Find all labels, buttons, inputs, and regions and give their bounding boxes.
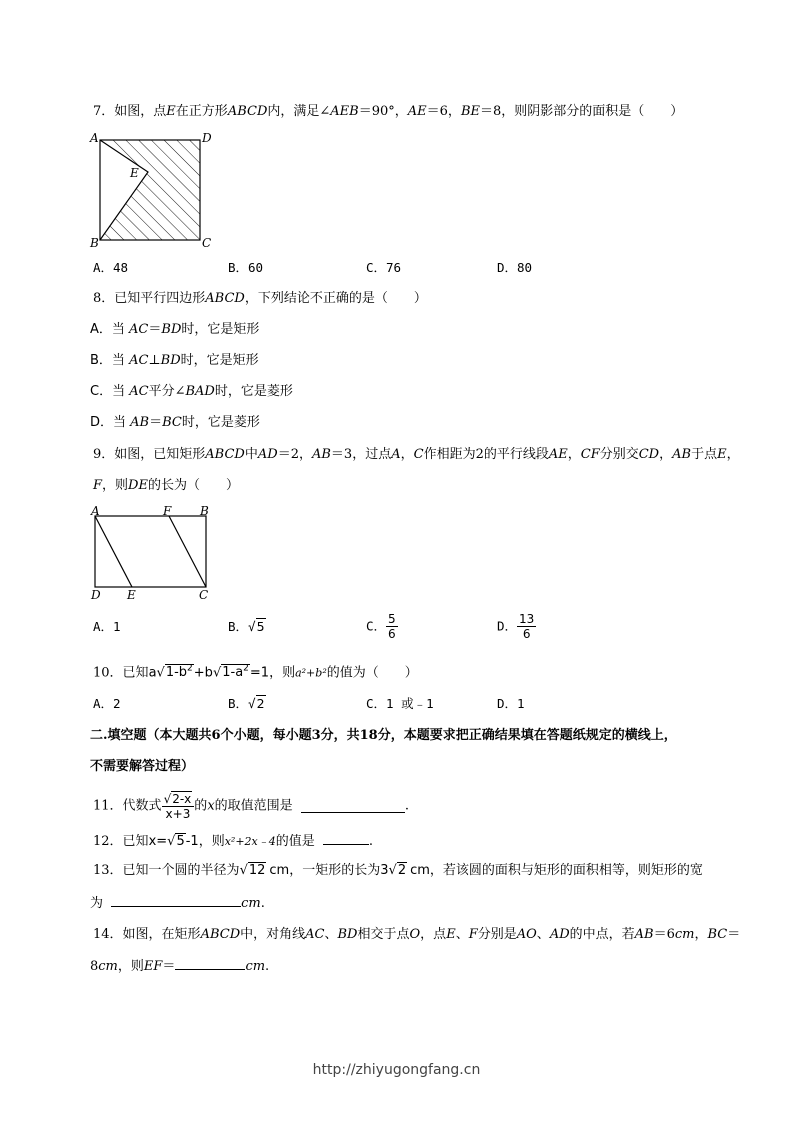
q8-option-a[interactable]: A．当 AC＝BD时，它是矩形 [90,322,260,337]
q12-answer-blank[interactable] [323,832,369,845]
q7-option-b[interactable]: B．60 [228,260,264,275]
section2-heading-line1: 二.填空题（本大题共6个小题，每小题3分，共18分，本题要求把正确结果填在答题纸规定的横线上， [90,728,677,743]
fraction: $\frac{13}{6}$ [519,612,535,641]
q9-option-a[interactable]: A．1 [93,619,121,634]
q9-label-d: D [91,588,101,602]
q7-label-e: E [130,166,139,180]
q10-stem: 10．已知$a√1-b^2+b√1-a^2=1$，则a²+b²的值为（ ） [93,660,418,682]
q9-rectangle [95,516,206,587]
q9-option-b[interactable]: B．√5 [228,619,265,634]
q7-stem: 7．如图，点E在正方形ABCD内，满足∠AEB＝90°，AE＝6，BE＝8，则阴影部分的面积是（ ） [93,104,684,119]
fraction: $\frac{5}{6}$ [388,612,396,641]
q7-option-c[interactable]: C．76 [366,260,402,275]
sqrt-symbol: √12 [239,863,266,878]
section2-heading-line2: 不需要解答过程） [90,759,195,774]
q9-label-b: B [200,504,209,518]
q9-label-e: E [127,588,136,602]
q9-segment-ae [95,516,132,587]
sqrt-symbol: √2 [248,696,265,711]
footer-url[interactable]: http://zhiyugongfang.cn [312,1062,481,1078]
q11-stem: 11．代数式 $\frac{√2-x}{x+3}$ 的x的取值范围是 . [93,792,409,821]
q9-stem-line2: F，则DE的长为（ ） [93,478,239,493]
q8-stem: 8．已知平行四边形ABCD，下列结论不正确的是（ ） [93,291,427,306]
q13-stem-line1: 13．已知一个圆的半径为√12 cm，一矩形的长为3√2 cm，若该圆的面积与矩形的面积相等，则矩形的宽 [93,863,703,878]
q8-option-d[interactable]: D．当 AB＝BC时，它是菱形 [90,415,260,430]
q14-answer-blank[interactable] [175,957,245,970]
fraction: $\frac{√2-x}{x+3}$ [162,792,195,821]
q7-option-d[interactable]: D．80 [497,260,533,275]
q7-shaded-region [100,140,200,240]
sqrt-symbol: $√1-a^2$ [212,664,249,681]
q10-option-a[interactable]: A．2 [93,696,121,711]
q9-label-a: A [91,504,100,518]
q9-segment-cf [169,516,206,587]
q9-label-c: C [199,588,209,602]
q13-answer-blank[interactable] [111,894,241,907]
q8-option-b[interactable]: B．当 AC⊥BD时，它是矩形 [90,353,259,368]
q14-stem-line2: 8cm，则EF＝ cm. [90,959,270,974]
q11-answer-blank[interactable] [301,800,405,813]
q7-label-a: A [90,131,99,145]
sqrt-symbol: √5 [167,834,185,849]
q9-figure [86,503,220,603]
q7-label-c: C [202,236,212,250]
sqrt-symbol: $√1-b^2$ [156,664,193,681]
q7-label-d: D [202,131,212,145]
q9-stem-line1: 9．如图，已知矩形ABCD中AD＝2，AB＝3，过点A，C作相距为2的平行线段AE，CF分别交CD，AB于点E， [93,447,740,462]
q10-option-b[interactable]: B．√2 [228,696,265,711]
q7-option-a[interactable]: A．48 [93,260,129,275]
q9-option-d[interactable]: D． $\frac{13}{6}$ [497,612,535,641]
q14-stem-line1: 14．如图，在矩形ABCD中，对角线AC、BD相交于点O，点E、F分别是AO、AD的中点，若AB＝6cm，BC＝ [93,927,741,942]
q7-figure [86,126,216,250]
sqrt-symbol: √2 [388,863,407,878]
q10-option-d[interactable]: D．1 [497,696,525,711]
q12-stem: 12．已知x=√5-1，则x²+2x﹣4的值是 . [93,834,374,849]
q9-label-f: F [163,504,172,518]
sqrt-symbol: √2-x [163,792,192,806]
q13-stem-line2: 为 cm. [90,896,265,911]
q10-option-c[interactable]: C．1 或﹣1 [366,696,434,711]
q7-label-b: B [90,236,99,250]
q9-option-c[interactable]: C． $\frac{5}{6}$ [366,612,396,641]
sqrt-symbol: √5 [248,619,265,634]
q8-option-c[interactable]: C．当 AC平分∠BAD时，它是菱形 [90,384,293,399]
